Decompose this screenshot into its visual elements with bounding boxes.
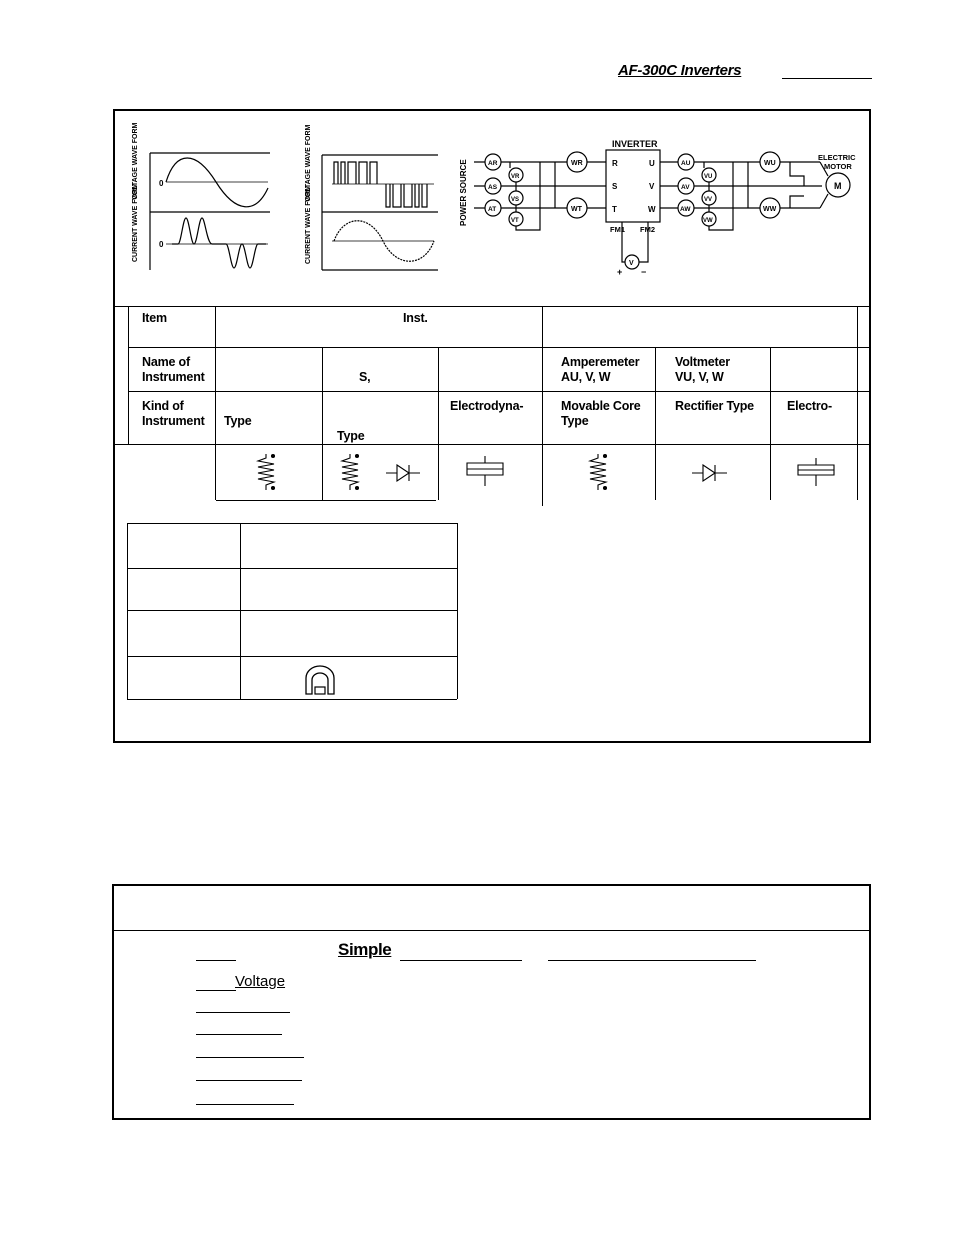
table-rule — [128, 306, 129, 444]
kind-of-instrument-label: Instrument — [142, 414, 205, 428]
voltage-waveform-label: VOLTAGE WAVE FORM — [305, 124, 312, 202]
terminal-v: V — [649, 182, 655, 191]
ammeter-as: AS — [488, 184, 498, 191]
plus-sign: + — [617, 267, 623, 277]
wattmeter-wr: WR — [571, 160, 583, 167]
terminal-t: T — [612, 205, 617, 214]
moving-iron-symbol-icon — [258, 454, 275, 490]
underline — [400, 960, 522, 961]
voltage-waveform-label: VOLTAGE WAVE FORM — [132, 122, 139, 200]
ammeter-at: AT — [488, 206, 497, 213]
terminal-r: R — [612, 159, 618, 168]
inverter-label: INVERTER — [612, 139, 658, 149]
name-of-instrument-label: Name of — [142, 355, 190, 369]
underline — [196, 1012, 290, 1013]
kind-of-instrument-label: Kind of — [142, 399, 184, 413]
notes-box — [112, 884, 871, 1120]
moving-iron-symbol-icon — [342, 454, 359, 490]
table-rule — [128, 391, 870, 392]
amperemeter-label: Amperemeter — [561, 355, 640, 369]
electric-motor-label: ELECTRIC — [818, 153, 856, 162]
electrodyna-label: Electrodyna- — [450, 399, 524, 413]
table-rule — [240, 523, 241, 699]
underline — [548, 960, 756, 961]
ammeter-aw: AW — [680, 206, 691, 213]
current-waveform-label: CURRENT WAVE FORM — [132, 183, 139, 262]
table-rule — [127, 523, 128, 699]
rectifier-type-label: Rectifier Type — [675, 399, 754, 413]
wattmeter-ww: WW — [763, 206, 777, 213]
underline — [196, 1104, 294, 1105]
motor-symbol-label: M — [834, 181, 842, 191]
item-header: Item — [142, 311, 167, 325]
movable-core-symbol-icon — [590, 454, 607, 490]
terminal-s: S — [612, 182, 618, 191]
table-rule — [127, 610, 457, 611]
voltmeter-vt: VT — [511, 218, 519, 224]
electrodynamic-symbol-icon — [467, 456, 503, 486]
current-waveform-label: CURRENT WAVE FORM — [305, 185, 312, 264]
permanent-magnet-icon — [302, 664, 342, 696]
underline — [196, 990, 236, 991]
meter-v-label: V — [629, 260, 634, 267]
voltmeter-vu: VU — [704, 174, 713, 180]
voltmeter-terminals: VU, V, W — [675, 370, 724, 384]
instrument-symbols-row — [0, 444, 954, 504]
terminal-u: U — [649, 159, 655, 168]
wattmeter-wt: WT — [571, 206, 582, 213]
table-rule — [457, 523, 458, 699]
underline — [196, 1080, 302, 1081]
electrodynamic-symbol-icon — [798, 458, 834, 486]
waveform-and-circuit-diagram — [0, 0, 954, 300]
voltmeter-vw: VW — [703, 218, 713, 224]
amperemeter-terminals: AU, V, W — [561, 370, 611, 384]
power-source-label: POWER SOURCE — [459, 159, 468, 226]
ammeter-ar: AR — [488, 160, 498, 167]
ammeter-au: AU — [681, 160, 691, 167]
voltmeter-vv: VV — [704, 197, 713, 203]
terminal-fm2: FM2 — [640, 225, 655, 234]
document-header-title: AF-300C Inverters — [618, 62, 742, 79]
notes-box-rule — [112, 930, 871, 931]
terminal-w: W — [648, 205, 656, 214]
ammeter-av: AV — [681, 184, 690, 191]
voltmeter-vr: VR — [511, 174, 520, 180]
s-cell: S, — [359, 370, 371, 384]
simple-heading: Simple — [338, 940, 392, 959]
table-rule — [127, 568, 457, 569]
voltmeter-vs: VS — [511, 197, 520, 203]
rectifier-diode-icon — [386, 465, 420, 481]
electro-label: Electro- — [787, 399, 832, 413]
terminal-fm1: FM1 — [610, 225, 625, 234]
table-rule — [115, 306, 870, 307]
underline — [196, 960, 236, 961]
type-label: Type — [224, 414, 252, 428]
minus-sign: − — [641, 267, 647, 277]
movable-core-label: Type — [561, 414, 589, 428]
underline — [196, 1057, 304, 1058]
table-rule — [127, 699, 457, 700]
wattmeter-wu: WU — [764, 160, 776, 167]
table-rule — [127, 523, 457, 524]
zero-label: 0 — [159, 179, 164, 188]
underline — [196, 1034, 282, 1035]
zero-label: 0 — [159, 240, 164, 249]
electric-motor-label: MOTOR — [824, 162, 852, 171]
table-rule — [127, 656, 457, 657]
movable-core-label: Movable Core — [561, 399, 641, 413]
rectifier-diode-icon — [692, 465, 727, 481]
inst-header: Inst. — [403, 311, 428, 325]
table-rule — [128, 347, 870, 348]
voltage-label: Voltage — [235, 973, 286, 990]
voltmeter-label: Voltmeter — [675, 355, 730, 369]
name-of-instrument-label: Instrument — [142, 370, 205, 384]
type-label: Type — [337, 429, 365, 443]
